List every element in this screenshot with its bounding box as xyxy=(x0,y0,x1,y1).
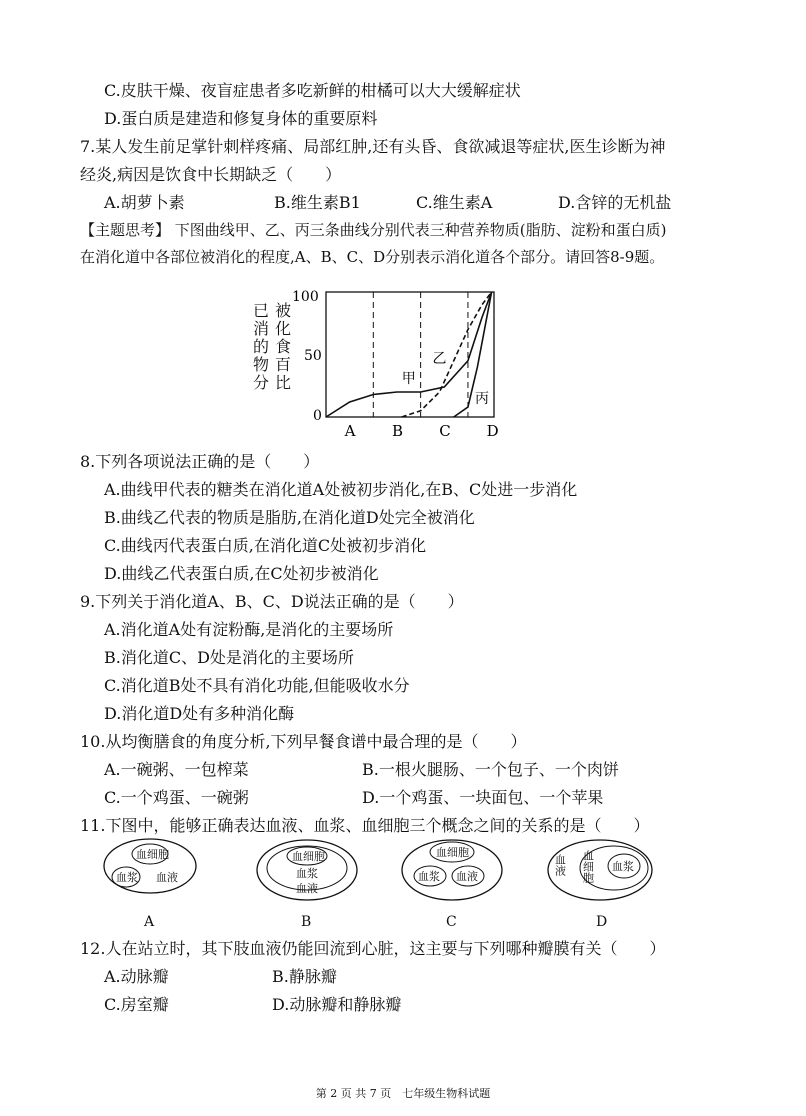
q12-option-c: C.房室瓣 xyxy=(104,995,169,1014)
region-dividers xyxy=(373,292,468,417)
series-label-2: 乙 xyxy=(432,351,447,367)
venn-d-mid: 血细胞 xyxy=(581,850,595,883)
q12-option-a: A.动脉瓣 xyxy=(104,967,169,986)
venn-a xyxy=(104,839,196,930)
venn-c-top: 血细胞 xyxy=(436,846,469,859)
line-option-d-prev: D.蛋白质是建造和修复身体的重要原料 xyxy=(104,109,378,128)
question-12: 12.人在站立时，其下肢血液仍能回流到心脏，这主要与下列哪种瓣膜有关（ ） xyxy=(80,939,666,958)
q7-option-d: D.含锌的无机盐 xyxy=(558,193,672,212)
q8-option-a: A.曲线甲代表的糖类在消化道A处被初步消化,在B、C处进一步消化 xyxy=(104,480,578,499)
ytick-50: 50 xyxy=(304,348,322,364)
q7-option-a: A.胡萝卜素 xyxy=(104,193,185,212)
q10-option-d: D.一个鸡蛋、一块面包、一个苹果 xyxy=(362,788,604,807)
q12-option-d: D.动脉瓣和静脉瓣 xyxy=(272,995,402,1014)
venn-d xyxy=(548,840,652,930)
venn-label-c: C xyxy=(446,914,457,930)
venn-a-right: 血液 xyxy=(156,871,178,884)
venn-label-d: D xyxy=(596,914,608,930)
ytick-100: 100 xyxy=(292,289,319,305)
venn-a-inner: 血细胞 xyxy=(136,848,169,861)
venn-a-left: 血浆 xyxy=(116,871,138,884)
page-footer: 第 2 页 共 7 页 七年级生物科试题 xyxy=(315,1087,491,1100)
topic-line2: 在消化道中各部位被消化的程度,A、B、C、D分别表示消化道各个部分。请回答8-9题。 xyxy=(80,248,665,266)
venn-d-outer: 血液 xyxy=(553,854,567,876)
question-7-line2: 经炎,病因是饮食中长期缺乏（ ） xyxy=(80,165,342,184)
question-11: 11.下图中，能够正确表达血液、血浆、血细胞三个概念之间的关系的是（ ） xyxy=(80,816,650,835)
venn-label-a: A xyxy=(144,914,155,930)
venn-d-inner: 血浆 xyxy=(612,860,634,873)
question-9: 9.下列关于消化道A、B、C、D说法正确的是（ ） xyxy=(80,592,464,611)
category-label-a: A xyxy=(344,422,356,440)
line-option-c-prev: C.皮肤干燥、夜盲症患者多吃新鲜的柑橘可以大大缓解症状 xyxy=(104,81,521,100)
topic-line1: 【主题思考】 下图曲线甲、乙、丙三条曲线分别代表三种营养物质(脂肪、淀粉和蛋白质) xyxy=(80,221,667,239)
q10-option-a: A.一碗粥、一包榨菜 xyxy=(104,760,249,779)
plot-frame xyxy=(326,292,494,417)
q7-option-c: C.维生素A xyxy=(416,193,493,212)
venn-c-left: 血浆 xyxy=(418,870,440,883)
q8-option-d: D.曲线乙代表蛋白质,在C处初步被消化 xyxy=(104,564,379,583)
ylabel-col2: 被化食百比 xyxy=(272,302,292,392)
venn-b-bottom: 血液 xyxy=(296,882,318,895)
chart-series xyxy=(326,292,492,417)
series-label-1: 甲 xyxy=(401,371,416,387)
q8-option-c: C.曲线丙代表蛋白质,在消化道C处被初步消化 xyxy=(104,536,427,555)
category-label-d: D xyxy=(486,422,499,440)
q9-option-d: D.消化道D处有多种消化酶 xyxy=(104,704,295,723)
venn-b-mid: 血浆 xyxy=(296,867,318,880)
q8-option-b: B.曲线乙代表的物质是脂肪,在消化道D处完全被消化 xyxy=(104,508,475,527)
venn-c xyxy=(402,840,502,930)
series-label-3: 丙 xyxy=(475,391,490,407)
category-label-b: B xyxy=(391,422,404,440)
question-8: 8.下列各项说法正确的是（ ） xyxy=(80,452,320,471)
question-10: 10.从均衡膳食的角度分析,下列早餐食谱中最合理的是（ ） xyxy=(80,732,527,751)
q9-option-c: C.消化道B处不具有消化功能,但能吸收水分 xyxy=(104,676,410,695)
q9-option-b: B.消化道C、D处是消化的主要场所 xyxy=(104,648,354,667)
venn-diagrams xyxy=(96,838,656,934)
venn-b xyxy=(257,840,357,930)
digestion-chart xyxy=(250,282,510,442)
ytick-0: 0 xyxy=(313,408,322,424)
category-labels xyxy=(344,422,499,440)
question-7-line1: 7.某人发生前足掌针刺样疼痛、局部红肿,还有头昏、食欲减退等症状,医生诊断为神 xyxy=(80,137,666,156)
q10-option-b: B.一根火腿肠、一个包子、一个肉饼 xyxy=(362,760,619,779)
series-line-1 xyxy=(326,292,492,417)
venn-b-inner: 血细胞 xyxy=(292,850,325,863)
q9-option-a: A.消化道A处有淀粉酶,是消化的主要场所 xyxy=(104,620,394,639)
category-label-c: C xyxy=(439,422,451,440)
venn-c-right: 血液 xyxy=(456,870,478,883)
q12-option-b: B.静脉瓣 xyxy=(272,967,337,986)
ylabel-col1: 已消的物分 xyxy=(250,302,270,392)
q10-option-c: C.一个鸡蛋、一碗粥 xyxy=(104,788,249,807)
venn-label-b: B xyxy=(301,914,312,930)
y-axis-label xyxy=(251,302,292,392)
q7-option-b: B.维生素B1 xyxy=(274,193,361,212)
